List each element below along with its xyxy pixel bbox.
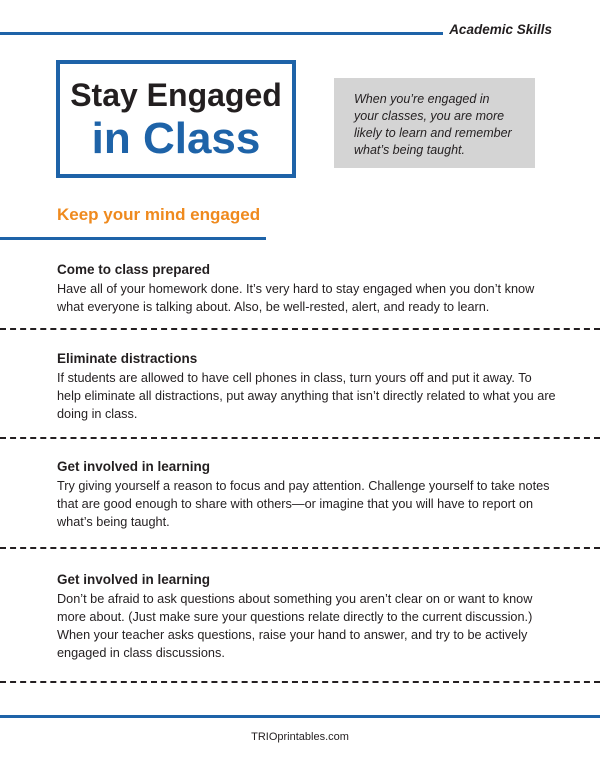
page-title-line-2: in Class — [91, 114, 261, 163]
tip-body: Try giving yourself a reason to focus and pay attention. Challenge yourself to take notes that are good enough to share with others—or imagine that you will have to report on what’s being taught. — [57, 479, 550, 529]
section-rule — [0, 237, 266, 240]
footer-site[interactable]: TRIOprintables.com — [251, 731, 349, 743]
category-label: Academic Skills — [449, 22, 552, 37]
tip-title: Get involved in learning — [57, 459, 211, 474]
title-box — [56, 60, 296, 178]
divider — [0, 437, 600, 439]
divider — [0, 681, 600, 683]
tip-item — [57, 261, 557, 316]
section-heading: Keep your mind engaged — [57, 205, 261, 224]
top-rule — [0, 32, 443, 35]
bottom-rule — [0, 715, 600, 718]
tip-title: Eliminate distractions — [57, 351, 198, 366]
tip-body: If students are allowed to have cell phones in class, turn yours off and put it away. To help eliminate all distractions, put away anything that isn’t directly related to what you are doing in class. — [57, 371, 556, 421]
tip-body: Don’t be afraid to ask questions about something you aren’t clear on or want to know more about. (Just make sure your questions relate directly to the current discussion.) When your teacher asks questions, raise your hand to answer, and try to be actively engaged in class discussions. — [57, 592, 533, 660]
page-title-line-1: Stay Engaged — [70, 77, 282, 113]
divider — [0, 547, 600, 549]
divider — [0, 328, 600, 330]
intro-callout: When you’re engaged in your classes, you are more likely to learn and remember what’s being taught. — [334, 78, 535, 168]
tip-title: Get involved in learning — [57, 572, 211, 587]
tip-item — [57, 458, 557, 531]
tip-item — [57, 350, 557, 423]
tip-item — [57, 571, 557, 662]
tip-body: Have all of your homework done. It’s very hard to stay engaged when you don’t know what everyone is talking about. Also, be well-rested, alert, and ready to learn. — [57, 282, 535, 314]
tip-title: Come to class prepared — [57, 262, 211, 277]
